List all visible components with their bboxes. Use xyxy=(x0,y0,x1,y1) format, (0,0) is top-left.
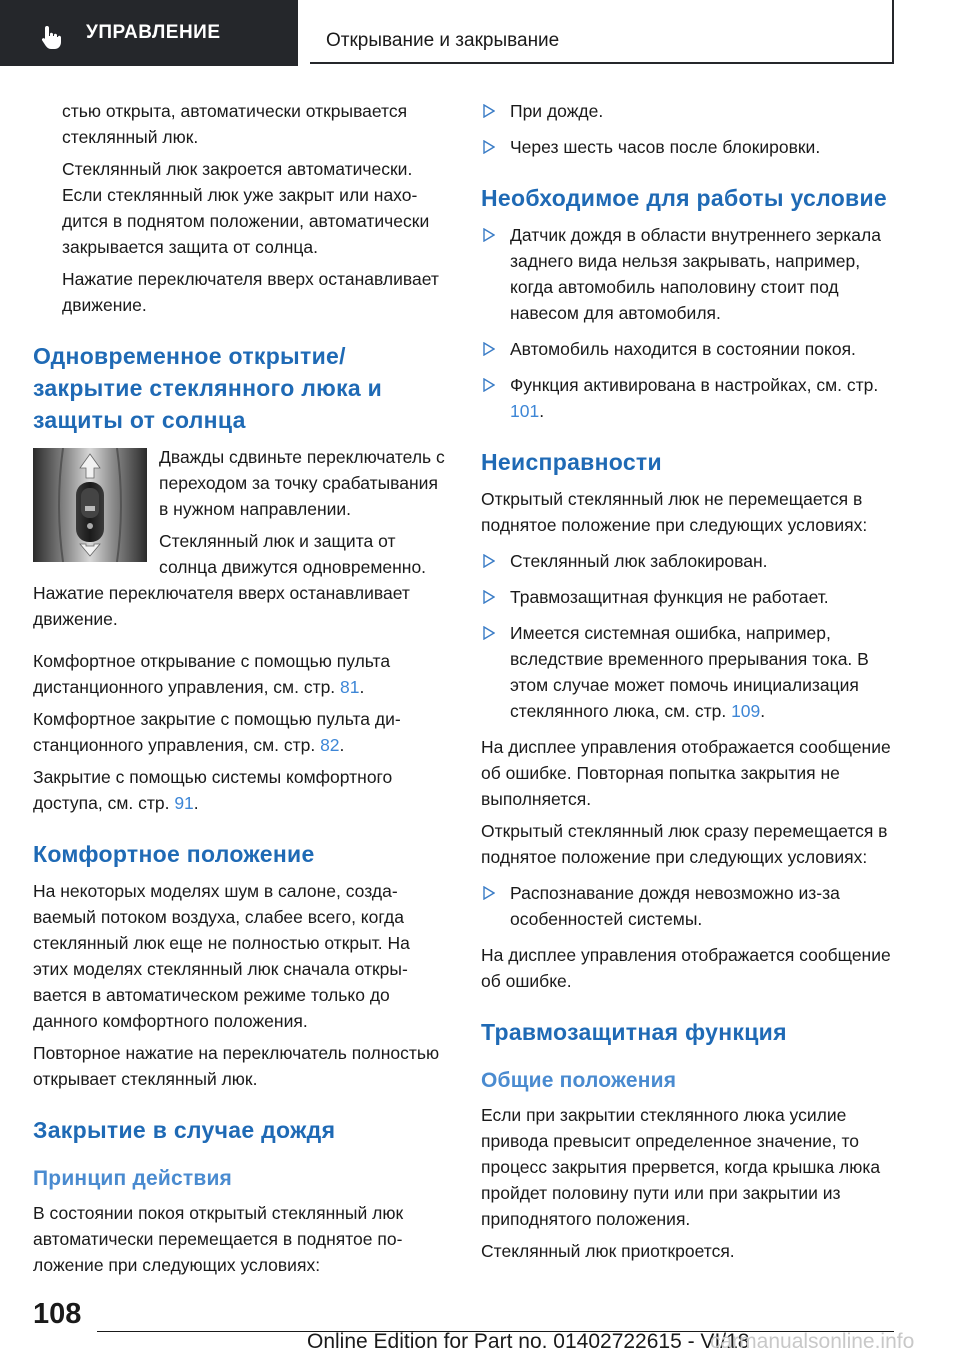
paragraph: Повторное нажатие на переключатель полностью открывает стеклянный люк. xyxy=(33,1043,440,1089)
page-ref-link[interactable]: 109 xyxy=(731,701,761,721)
heading-rain-closing: Закрытие в случае дождя xyxy=(33,1117,336,1143)
hand-pointer-icon xyxy=(40,24,64,50)
triangle-bullet-icon xyxy=(483,626,495,640)
list-item: Распознавание дождя невозможно из-за особенностей системы. xyxy=(481,880,897,932)
page-ref-link[interactable]: 82 xyxy=(320,735,340,755)
triangle-bullet-icon xyxy=(483,140,495,154)
left-column xyxy=(33,98,445,1284)
paragraph: На дисплее управления отображается сообщение об ошибке. Повторная попытка закрытия не выполняется. xyxy=(481,737,891,809)
triangle-bullet-icon xyxy=(483,342,495,356)
right-column xyxy=(481,98,897,1270)
bullet-list xyxy=(481,880,897,932)
triangle-bullet-icon xyxy=(483,378,495,392)
paragraph: Если при закрытии стеклянного люка усилие привода превысит определенное значение, то процесс закрытия прервется, когда крышка люка пройдет половину пути или при закрытии из приподнятого положения. xyxy=(481,1105,881,1229)
page-ref-link[interactable]: 91 xyxy=(174,793,194,813)
switch-figure-block xyxy=(33,444,445,638)
chapter-title: Открывание и закрывание xyxy=(326,30,560,51)
paragraph: Дважды сдвиньте переключатель с переходом за точку срабатывания в нужном направлении. xyxy=(159,447,445,519)
paragraph: стью открыта, автоматически открывается стеклянный люк. xyxy=(62,101,408,147)
heading-faults: Неисправности xyxy=(481,449,662,475)
triangle-bullet-icon xyxy=(483,228,495,242)
bullet-list xyxy=(481,98,897,160)
list-item: Имеется системная ошибка, например, вследствие временного прерывания тока. В этом случае может помочь инициализация стеклянного люка, см. стр. 109. xyxy=(481,620,897,724)
section-title: УПРАВЛЕНИЕ xyxy=(86,22,221,43)
paragraph: Открытый стеклянный люк не перемещается в поднятое положение при следующих условиях: xyxy=(481,489,868,535)
heading-requirement: Необходимое для работы условие xyxy=(481,185,888,211)
paragraph-comfort-open: Комфортное открывание с помощью пульта дистанционного управления, см. стр. 81. xyxy=(33,651,391,697)
heading-pinch-protection: Травмозащитная функция xyxy=(481,1019,787,1045)
triangle-bullet-icon xyxy=(483,590,495,604)
watermark: carmanualsonline.info xyxy=(710,1330,915,1353)
list-item: Травмозащитная функция не работает. xyxy=(481,584,897,610)
paragraph: Открытый стеклянный люк сразу перемещается в поднятое положение при следующих условиях: xyxy=(481,821,888,867)
edition-note: Online Edition for Part no. 01402722615 - VI/18 xyxy=(307,1330,750,1353)
paragraph-comfort-close: Комфортное закрытие с помощью пульта дистанционного управления, см. стр. 82. xyxy=(33,709,401,755)
triangle-bullet-icon xyxy=(483,886,495,900)
heading-comfort-position: Комфортное положение xyxy=(33,841,315,867)
list-item: При дожде. xyxy=(481,98,897,124)
triangle-bullet-icon xyxy=(483,104,495,118)
sunroof-switch-image xyxy=(33,448,147,562)
paragraph: Стеклянный люк приоткроется. xyxy=(481,1241,735,1261)
paragraph-comfort-access: Закрытие с помощью системы комфортного доступа, см. стр. 91. xyxy=(33,767,393,813)
list-item: Автомобиль находится в состоянии покоя. xyxy=(481,336,897,362)
chapter-box xyxy=(310,0,894,64)
paragraph: На дисплее управления отображается сообщение об ошибке. xyxy=(481,945,891,991)
bullet-list xyxy=(481,222,897,424)
subheading-principle: Принцип действия xyxy=(33,1167,233,1190)
page-ref-link[interactable]: 101 xyxy=(510,401,540,421)
paragraph: На некоторых моделях шум в салоне, создаваемый потоком воздуха, слабее всего, когда стеклянный люк еще не полностью открыт. На этих моделях стеклянный люк сначала открывается в автоматическом режиме только до данного комфортного положения. xyxy=(33,881,410,1031)
paragraph: Нажатие переключателя вверх останавливает движение. xyxy=(62,269,439,315)
paragraph: Стеклянный люк и защита от солнца движутся одновременно. Нажатие переключателя вверх останавливает движение. xyxy=(33,531,427,629)
page-number: 108 xyxy=(33,1298,82,1330)
page-ref-link[interactable]: 81 xyxy=(340,677,360,697)
paragraph: В состоянии покоя открытый стеклянный люк автоматически перемещается в поднятое положение при следующих условиях: xyxy=(33,1203,404,1275)
triangle-bullet-icon xyxy=(483,554,495,568)
section-tab xyxy=(0,0,298,66)
list-item: Датчик дождя в области внутреннего зеркала заднего вида нельзя закрывать, например, когда автомобиль наполовину стоит под навесом для автомобиля. xyxy=(481,222,897,326)
list-item: Через шесть часов после блокировки. xyxy=(481,134,897,160)
bullet-list xyxy=(481,548,897,724)
paragraph: Стеклянный люк закроется автоматически. Если стеклянный люк уже закрыт или находится в поднятом положении, автоматически закрывается защита от солнца. xyxy=(62,159,430,257)
subheading-general: Общие положения xyxy=(481,1069,677,1092)
list-item: Стеклянный люк заблокирован. xyxy=(481,548,897,574)
heading-simultaneous: Одновременное открытие/закрытие стеклянного люка и защиты от солнца xyxy=(33,343,383,433)
list-item: Функция активирована в настройках, см. стр. 101. xyxy=(481,372,897,424)
